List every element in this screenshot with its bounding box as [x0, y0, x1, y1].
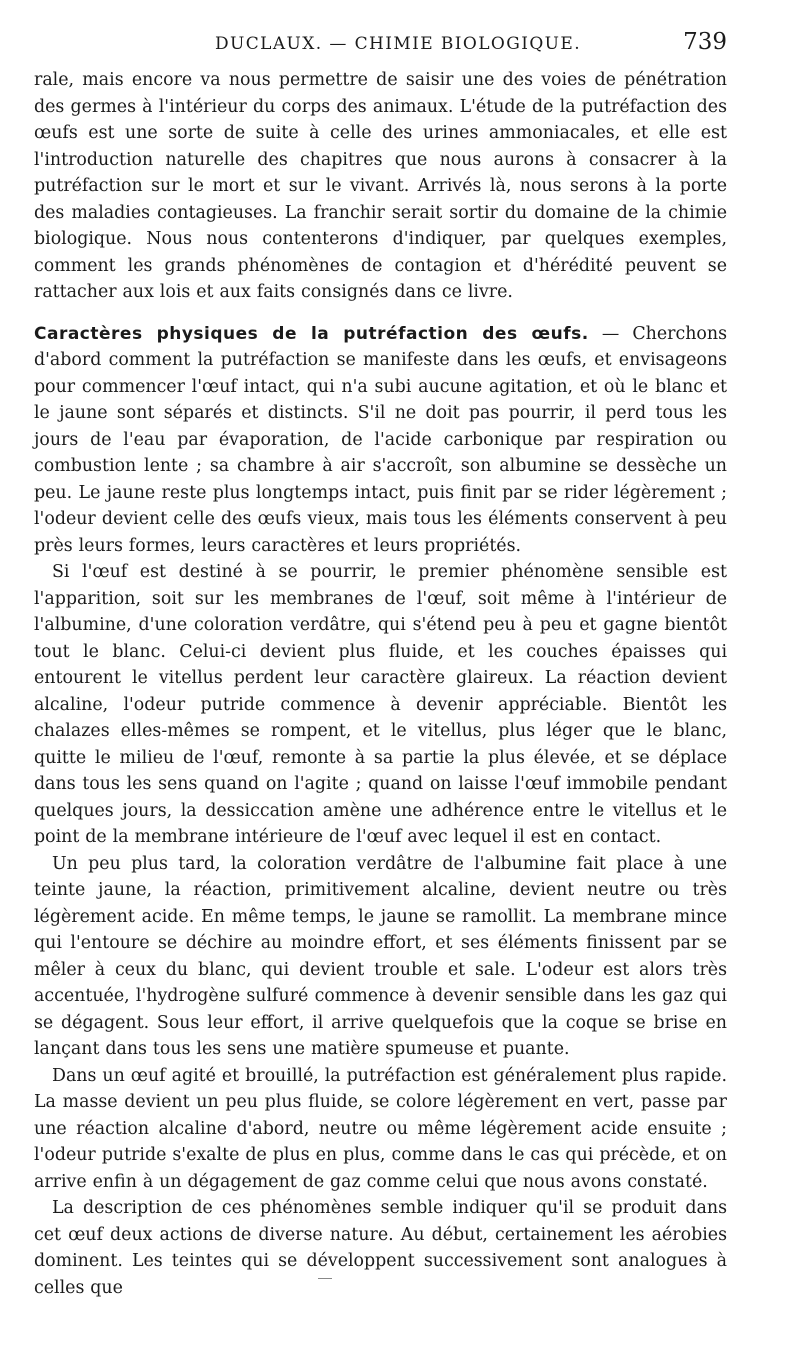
paragraph-2-text: — Cherchons d'abord comment la putréfaction se manifeste dans les œufs, et envisageons pour commencer l'œuf intact, qui n'a subi aucune agitation, et où le blanc et le jaune sont séparés et distincts. S'il ne doit pas pourrir, il perd tous les jours de l'eau par évaporation, de l'acide carbonique par respiration ou combustion lente ; sa chambre à air s'accroît, son albumine se dessèche un peu. Le jaune reste plus longtemps intact, puis finit par se rider légèrement ; l'odeur devient celle des œufs vieux, mais tous les éléments conservent à peu près leurs formes, leurs caractères et leurs propriétés.: [34, 323, 727, 556]
page-number: 739: [683, 29, 727, 55]
running-head: [0, 28, 800, 58]
running-title: DUCLAUX. — CHIMIE BIOLOGIQUE.: [215, 34, 581, 54]
paragraph-2: [34, 321, 727, 560]
body-text: [34, 67, 727, 1301]
paragraph-6: La description de ces phénomènes semble indiquer qu'il se produit dans cet œuf deux actions de diverse nature. Au début, certainement les aérobies dominent. Les teintes qui se développent successivement sont analogues à celles que: [34, 1198, 727, 1298]
paragraph-4: Un peu plus tard, la coloration verdâtre de l'albumine fait place à une teinte jaune, la réaction, primitivement alcaline, devient neutre ou très légèrement acide. En même temps, le jaune se ramollit. La membrane mince qui l'entoure se déchire au moindre effort, et ses éléments finissent par se mêler à ceux du blanc, qui devient trouble et sale. L'odeur est alors très accentuée, l'hydrogène sulfuré commence à devenir sensible dans les gaz qui se dégagent. Sous leur effort, il arrive quelquefois que la coque se brise en lançant dans tous les sens une matière spumeuse et puante.: [34, 853, 727, 1059]
bottom-print-mark: [318, 1278, 332, 1280]
section-heading: Caractères physiques de la putréfaction des œufs.: [34, 323, 589, 344]
paragraph-1: rale, mais encore va nous permettre de saisir une des voies de pénétration des germes à l'intérieur du corps des animaux. L'étude de la putréfaction des œufs est une sorte de suite à celle des urines ammoniacales, et elle est l'introduction naturelle des chapitres que nous aurons à consacrer à la putréfaction sur le mort et sur le vivant. Arrivés là, nous serons à la porte des maladies contagieuses. La franchir serait sortir du domaine de la chimie biologique. Nous nous contenterons d'indiquer, par quelques exemples, comment les grands phénomènes de contagion et d'hérédité peuvent se rattacher aux lois et aux faits consignés dans ce livre.: [34, 70, 727, 302]
paragraph-3: Si l'œuf est destiné à se pourrir, le premier phénomène sensible est l'apparition, soit sur les membranes de l'œuf, soit même à l'intérieur de l'albumine, d'une coloration verdâtre, qui s'étend peu à peu et gagne bientôt tout le blanc. Celui-ci devient plus fluide, et les couches épaisses qui entourent le vitellus perdent leur caractère glaireux. La réaction devient alcaline, l'odeur putride commence à devenir appréciable. Bientôt les chalazes elles-mêmes se rompent, et le vitellus, plus léger que le blanc, quitte le milieu de l'œuf, remonte à sa partie la plus élevée, et se déplace dans tous les sens quand on l'agite ; quand on laisse l'œuf immobile pendant quelques jours, la dessiccation amène une adhérence entre le vitellus et le point de la membrane intérieure de l'œuf avec lequel il est en contact.: [34, 562, 727, 847]
paragraph-5: Dans un œuf agité et brouillé, la putréfaction est généralement plus rapide. La masse devient un peu plus fluide, se colore légèrement en vert, passe par une réaction alcaline d'abord, neutre ou même légèrement acide ensuite ; l'odeur putride s'exalte de plus en plus, comme dans le cas qui précède, et on arrive enfin à un dégagement de gaz comme celui que nous avons constaté.: [34, 1065, 727, 1192]
